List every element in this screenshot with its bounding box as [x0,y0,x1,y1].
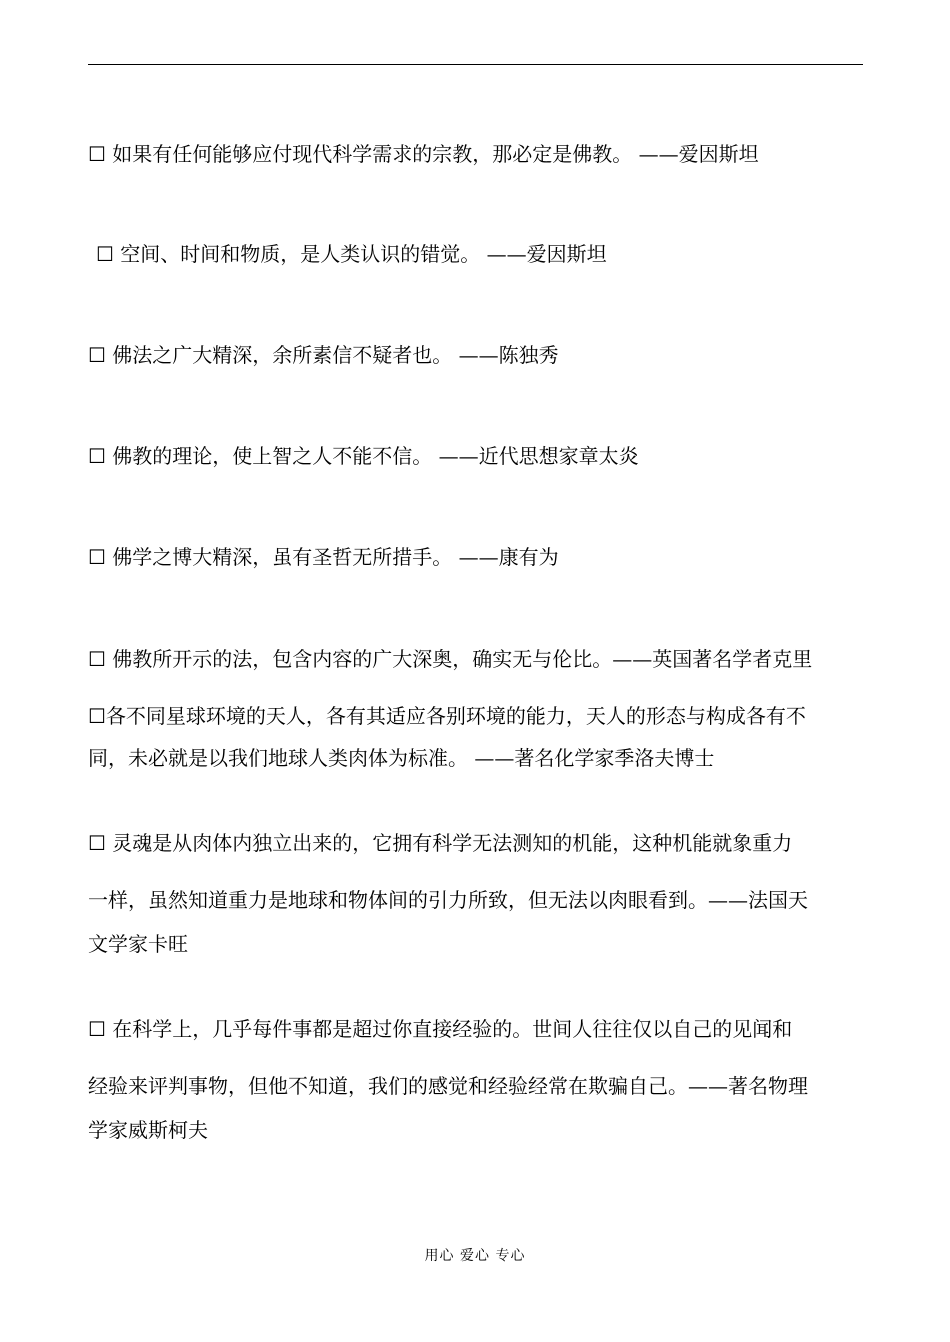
quote-line: 一样，虽然知道重力是地球和物体间的引力所致，但无法以肉眼看到。——法国天 [88,888,808,912]
page-footer: 用心 爱心 专心 [424,1248,526,1264]
quote-line: ☐ 在科学上，几乎每件事都是超过你直接经验的。世间人往往仅以自己的见闻和 [88,1017,793,1041]
quote-line: ☐ 佛教所开示的法，包含内容的广大深奥，确实无与伦比。——英国著名学者克里 [88,647,813,671]
quote-line: ☐ 空间、时间和物质，是人类认识的错觉。 ——爱因斯坦 [96,242,607,266]
quote-line: 同，未必就是以我们地球人类肉体为标准。 ——著名化学家季洛夫博士 [88,746,715,770]
quote-line: ☐ 佛教的理论，使上智之人不能不信。 ——近代思想家章太炎 [88,444,639,468]
quote-line: 经验来评判事物，但他不知道，我们的感觉和经验经常在欺骗自己。——著名物理 [88,1074,808,1098]
quote-line: 文学家卡旺 [88,932,188,956]
quote-line: ☐各不同星球环境的天人，各有其适应各别环境的能力，天人的形态与构成各有不 [88,704,806,728]
header-rule [88,64,863,65]
quote-line: ☐ 佛法之广大精深，余所素信不疑者也。 ——陈独秀 [88,343,559,367]
quote-line: ☐ 如果有任何能够应付现代科学需求的宗教，那必定是佛教。 ——爱因斯坦 [88,142,759,166]
quote-line: 学家威斯柯夫 [88,1118,208,1142]
quote-line: ☐ 佛学之博大精深，虽有圣哲无所措手。 ——康有为 [88,545,559,569]
quote-line: ☐ 灵魂是从肉体内独立出来的，它拥有科学无法测知的机能，这种机能就象重力 [88,831,793,855]
